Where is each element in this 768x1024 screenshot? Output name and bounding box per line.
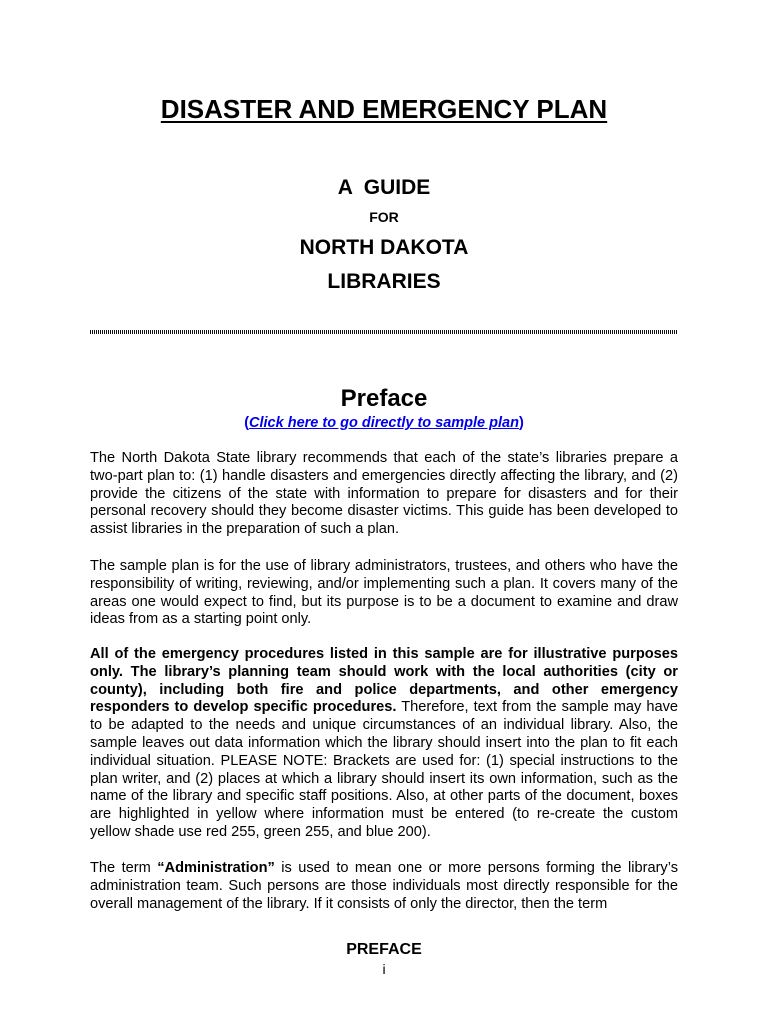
link-close-paren: ) xyxy=(518,415,524,431)
sample-plan-link[interactable]: Click here to go directly to sample plan xyxy=(249,415,519,431)
subtitle-a-guide: A GUIDE xyxy=(337,176,431,199)
preface-paragraph-2: The sample plan is for the use of library administrators, trustees, and others who have the responsibility of writing, reviewing, and/or implementing such a plan. It covers many of the areas one would expect to find, but its purpose is to be a document to examine and draw ideas from as a starting point only. xyxy=(90,558,678,628)
paragraph-3-bold-text: All of the emergency procedures listed in this sample are for illustrative purposes only. The library’s planning team should work with the local authorities (city or county), including both fire and police departments, and other emergency responders to develop specific procedures. xyxy=(90,646,678,716)
horizontal-divider xyxy=(90,330,678,334)
paragraph-4-text: is used to mean one or more persons forming the library’s administration team. Such persons are those individuals most directly responsible for the overall management of the library. If it consists of only the director, then the term xyxy=(90,860,678,912)
subtitle-north-dakota: NORTH DAKOTA xyxy=(299,236,469,259)
sample-plan-link-line xyxy=(0,413,768,433)
subtitle-for: FOR xyxy=(369,209,399,225)
paragraph-4-start-text: The term xyxy=(90,860,158,876)
paragraph-4-bold-term: “Administration” xyxy=(157,860,275,876)
preface-heading: Preface xyxy=(340,385,428,412)
subtitle-libraries: LIBRARIES xyxy=(327,270,441,293)
link-open-paren: ( xyxy=(244,415,250,431)
footer-page-number: i xyxy=(382,961,386,977)
preface-paragraph-4 xyxy=(90,860,678,914)
preface-paragraph-3 xyxy=(90,646,678,842)
document-title: DISASTER AND EMERGENCY PLAN xyxy=(160,94,608,124)
footer-section-label: PREFACE xyxy=(346,941,422,958)
paragraph-3-text: Therefore, text from the sample may have to be adapted to the needs and unique circumstances of an individual library. Also, the sample leaves out data information which the library should insert into the plan to fit each individual situation. PLEASE NOTE: Brackets are used for: (1) special instructions to the plan writer, and (2) places at which a library should insert its own information, such as the name of the library and specific staff positions. Also, at other parts of the document, boxes are highlighted in yellow where information must be entered (to re-create the custom yellow shade use red 255, green 255, and blue 200). xyxy=(90,699,678,840)
preface-paragraph-1: The North Dakota State library recommends that each of the state’s libraries prepare a two-part plan to: (1) handle disasters and emergencies directly affecting the library, and (2) provide the citizens of the state with information to prepare for disasters and for their personal recovery should they become disaster victims. This guide has been developed to assist libraries in the preparation of such a plan. xyxy=(90,450,678,538)
